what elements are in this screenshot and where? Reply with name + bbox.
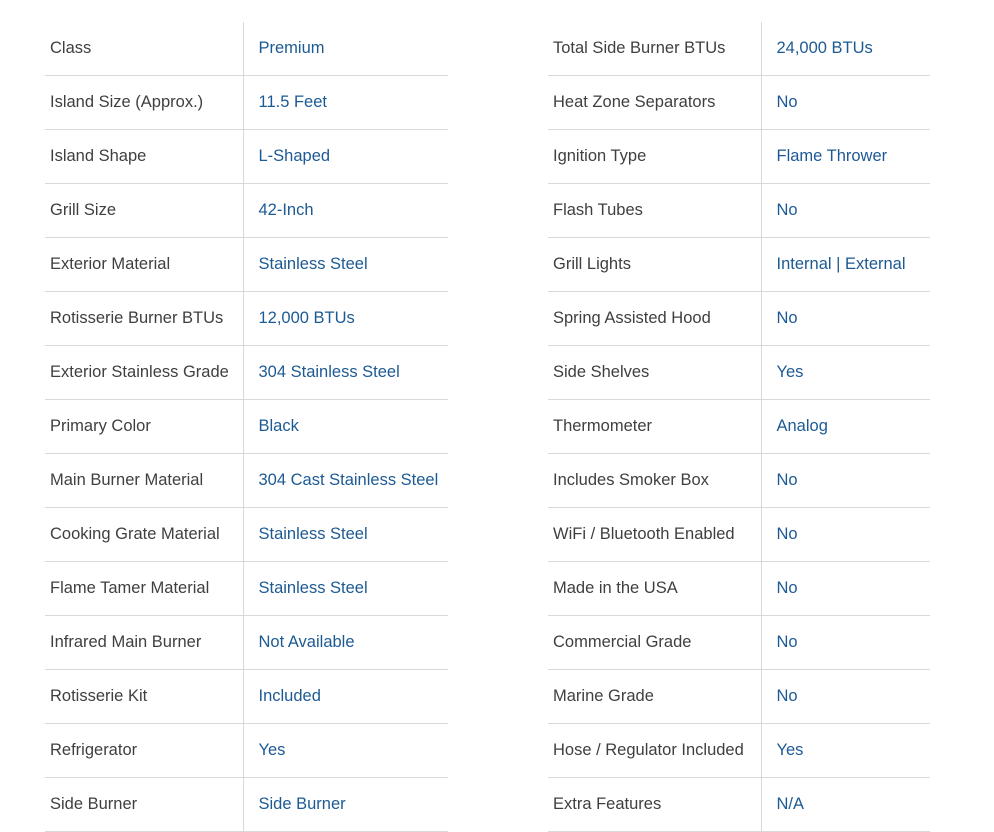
spec-value: Black — [243, 400, 448, 454]
spec-label: Side Burner — [45, 778, 243, 832]
spec-value: Analog — [761, 400, 930, 454]
spec-value: 42-Inch — [243, 184, 448, 238]
spec-label: Total Side Burner BTUs — [548, 22, 761, 76]
spec-value: No — [761, 184, 930, 238]
spec-value: Premium — [243, 22, 448, 76]
spec-label: Hose / Regulator Included — [548, 724, 761, 778]
spec-row — [548, 292, 930, 346]
spec-row — [45, 130, 448, 184]
spec-row — [45, 454, 448, 508]
spec-value: No — [761, 562, 930, 616]
spec-label: Extra Features — [548, 778, 761, 832]
spec-row — [548, 76, 930, 130]
spec-value: Included — [243, 670, 448, 724]
spec-label: Marine Grade — [548, 670, 761, 724]
spec-row — [45, 562, 448, 616]
spec-label: Refrigerator — [45, 724, 243, 778]
spec-label: Ignition Type — [548, 130, 761, 184]
spec-value: Stainless Steel — [243, 562, 448, 616]
spec-label: Rotisserie Burner BTUs — [45, 292, 243, 346]
spec-value: No — [761, 292, 930, 346]
spec-label: Commercial Grade — [548, 616, 761, 670]
spec-label: Grill Size — [45, 184, 243, 238]
spec-value: 304 Cast Stainless Steel — [243, 454, 448, 508]
spec-row — [45, 292, 448, 346]
spec-row — [548, 238, 930, 292]
spec-value: No — [761, 616, 930, 670]
spec-row — [548, 400, 930, 454]
spec-table-right-body — [548, 22, 930, 832]
spec-value: 12,000 BTUs — [243, 292, 448, 346]
spec-row — [548, 562, 930, 616]
spec-value: No — [761, 508, 930, 562]
spec-row — [45, 724, 448, 778]
spec-label: Grill Lights — [548, 238, 761, 292]
spec-label: Exterior Material — [45, 238, 243, 292]
spec-label: Island Shape — [45, 130, 243, 184]
spec-value: Yes — [761, 346, 930, 400]
spec-row — [548, 130, 930, 184]
spec-label: Thermometer — [548, 400, 761, 454]
spec-row — [45, 184, 448, 238]
spec-value: Internal | External — [761, 238, 930, 292]
spec-value: L-Shaped — [243, 130, 448, 184]
spec-label: WiFi / Bluetooth Enabled — [548, 508, 761, 562]
spec-row — [45, 238, 448, 292]
spec-row — [45, 508, 448, 562]
spec-label: Includes Smoker Box — [548, 454, 761, 508]
spec-label: Cooking Grate Material — [45, 508, 243, 562]
spec-value: Yes — [243, 724, 448, 778]
spec-value: No — [761, 454, 930, 508]
spec-label: Primary Color — [45, 400, 243, 454]
spec-value: No — [761, 76, 930, 130]
spec-row — [548, 616, 930, 670]
spec-value: Not Available — [243, 616, 448, 670]
spec-label: Side Shelves — [548, 346, 761, 400]
spec-table-right — [548, 22, 930, 832]
spec-value: 304 Stainless Steel — [243, 346, 448, 400]
spec-label: Flash Tubes — [548, 184, 761, 238]
spec-row — [548, 184, 930, 238]
spec-value: Flame Thrower — [761, 130, 930, 184]
spec-row — [45, 400, 448, 454]
spec-value: 24,000 BTUs — [761, 22, 930, 76]
spec-label: Spring Assisted Hood — [548, 292, 761, 346]
spec-row — [548, 724, 930, 778]
spec-value: No — [761, 670, 930, 724]
spec-value: Stainless Steel — [243, 238, 448, 292]
spec-row — [548, 670, 930, 724]
spec-row — [548, 508, 930, 562]
spec-row — [45, 778, 448, 832]
spec-row — [45, 670, 448, 724]
spec-row — [548, 454, 930, 508]
spec-row — [45, 22, 448, 76]
spec-row — [548, 346, 930, 400]
spec-row — [548, 778, 930, 832]
spec-row — [45, 76, 448, 130]
spec-row — [45, 616, 448, 670]
spec-table-left-body — [45, 22, 448, 832]
spec-value: Side Burner — [243, 778, 448, 832]
spec-label: Rotisserie Kit — [45, 670, 243, 724]
spec-row — [548, 22, 930, 76]
spec-value: 11.5 Feet — [243, 76, 448, 130]
spec-label: Heat Zone Separators — [548, 76, 761, 130]
spec-label: Made in the USA — [548, 562, 761, 616]
spec-label: Flame Tamer Material — [45, 562, 243, 616]
spec-label: Infrared Main Burner — [45, 616, 243, 670]
spec-label: Exterior Stainless Grade — [45, 346, 243, 400]
spec-table-left — [45, 22, 448, 832]
spec-label: Main Burner Material — [45, 454, 243, 508]
spec-value: Stainless Steel — [243, 508, 448, 562]
spec-value: N/A — [761, 778, 930, 832]
spec-value: Yes — [761, 724, 930, 778]
spec-label: Island Size (Approx.) — [45, 76, 243, 130]
spec-row — [45, 346, 448, 400]
spec-label: Class — [45, 22, 243, 76]
